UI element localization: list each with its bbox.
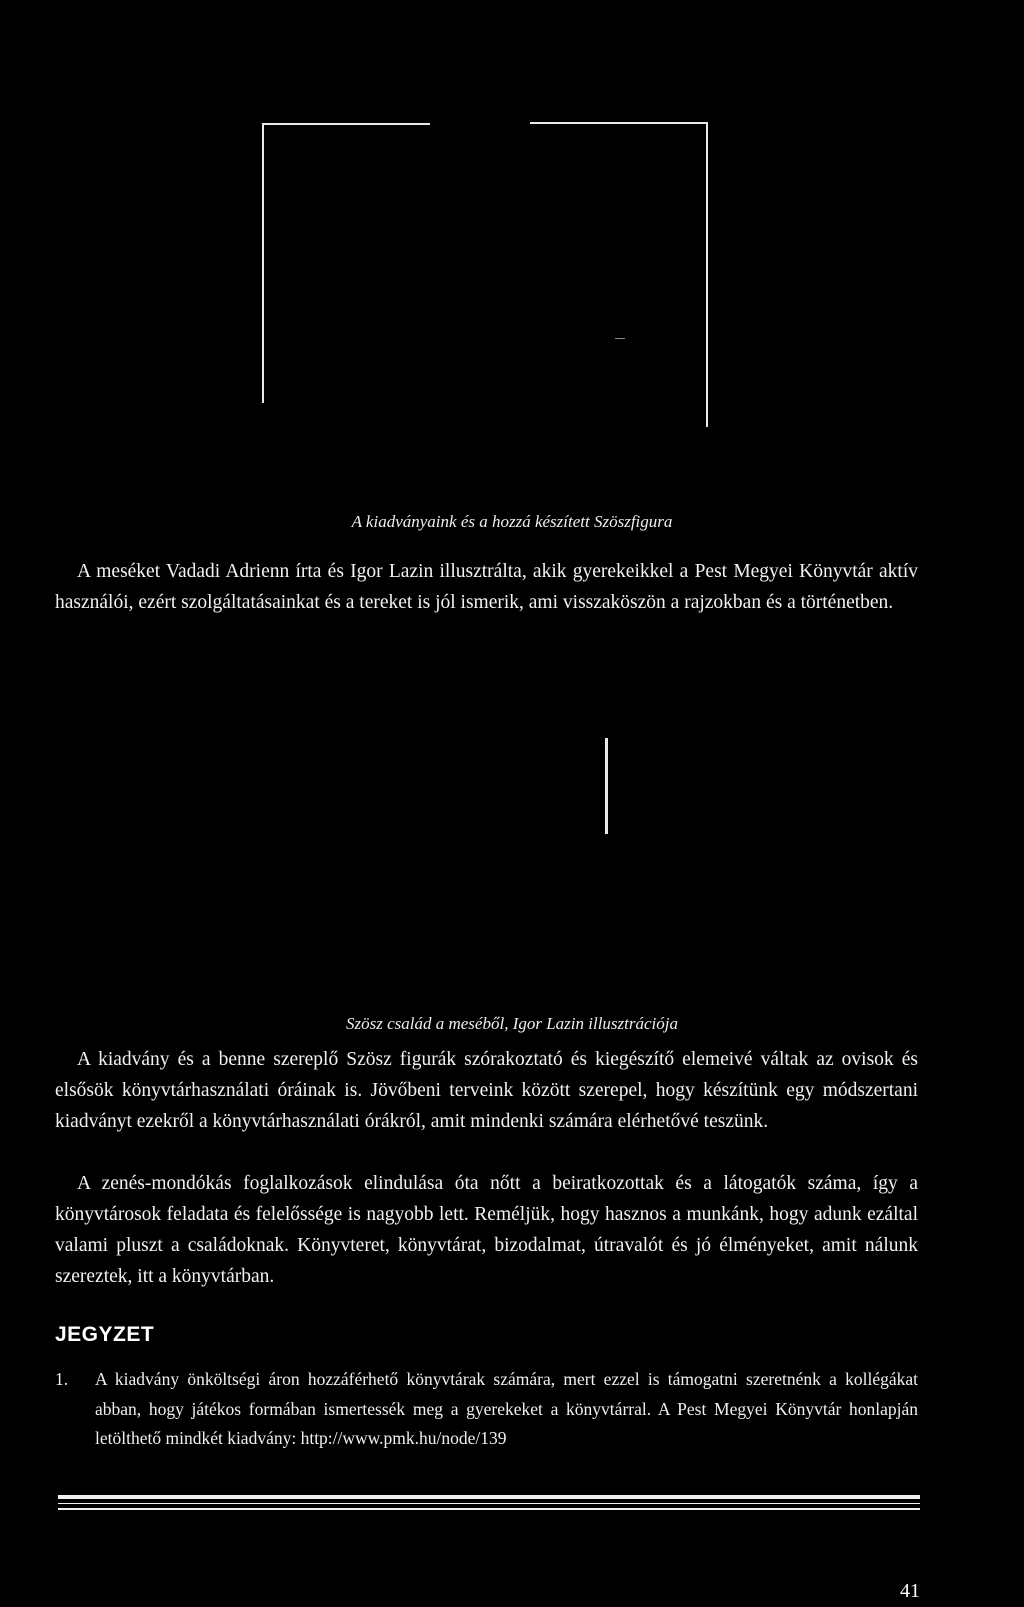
frame-mark	[615, 338, 625, 339]
frame-top-left	[262, 123, 430, 125]
note-item	[55, 1365, 918, 1454]
page-number: 41	[900, 1580, 920, 1602]
note-text: A kiadvány önköltségi áron hozzáférhető könyvtárak számára, mert ezzel is támogatni szeretnénk a kollégákat abban, hogy játékos formában ismertessék meg a gyerekeket a könyvtárral. A Pest Megyei Könyvtár honlapján letölthető mindkét kiadvány: http://www.pmk.hu/node/139	[95, 1369, 918, 1448]
footer-rule-mid	[58, 1508, 920, 1510]
notes-heading: JEGYZET	[55, 1323, 155, 1346]
paragraph-1: A meséket Vadadi Adrienn írta és Igor Lazin illusztrálta, akik gyerekeikkel a Pest Megyei Könyvtár aktív használói, ezért szolgáltatásainkat és a tereket is jól ismerik, ami visszaköszön a rajzokban és a történetben.	[55, 561, 918, 613]
illustration-mark	[605, 738, 608, 834]
image-caption-top: A kiadványaink és a hozzá készített Szöszfigura	[351, 512, 673, 531]
frame-left	[262, 123, 264, 403]
image-caption-middle: Szösz család a meséből, Igor Lazin illusztrációja	[346, 1014, 678, 1033]
frame-top-right	[530, 122, 708, 124]
note-number: 1.	[55, 1369, 69, 1389]
paragraph-3: A zenés-mondókás foglalkozások elindulása óta nőtt a beiratkozottak és a látogatók száma, így a könyvtárosok feladata és felelőssége is nagyobb lett. Reméljük, hogy hasznos a munkánk, hogy adunk ezáltal valami pluszt a családoknak. Könyvteret, könyvtárat, bizodalmat, útravalót és jó élményeket, amit nálunk szereztek, itt a könyvtárban.	[55, 1173, 918, 1287]
paragraph-2: A kiadvány és a benne szereplő Szösz figurák szórakoztató és kiegészítő elemeivé váltak az ovisok és elsősök könyvtárhasználati óráinak is. Jövőbeni terveink között szerepel, hogy készítünk egy módszertani kiadványt ezekről a könyvtárhasználati órákról, amit mindenki számára elérhetővé teszünk.	[55, 1049, 918, 1132]
footer-rule-thin	[58, 1503, 920, 1504]
footer-rule-thick	[58, 1495, 920, 1499]
frame-right	[706, 122, 708, 427]
